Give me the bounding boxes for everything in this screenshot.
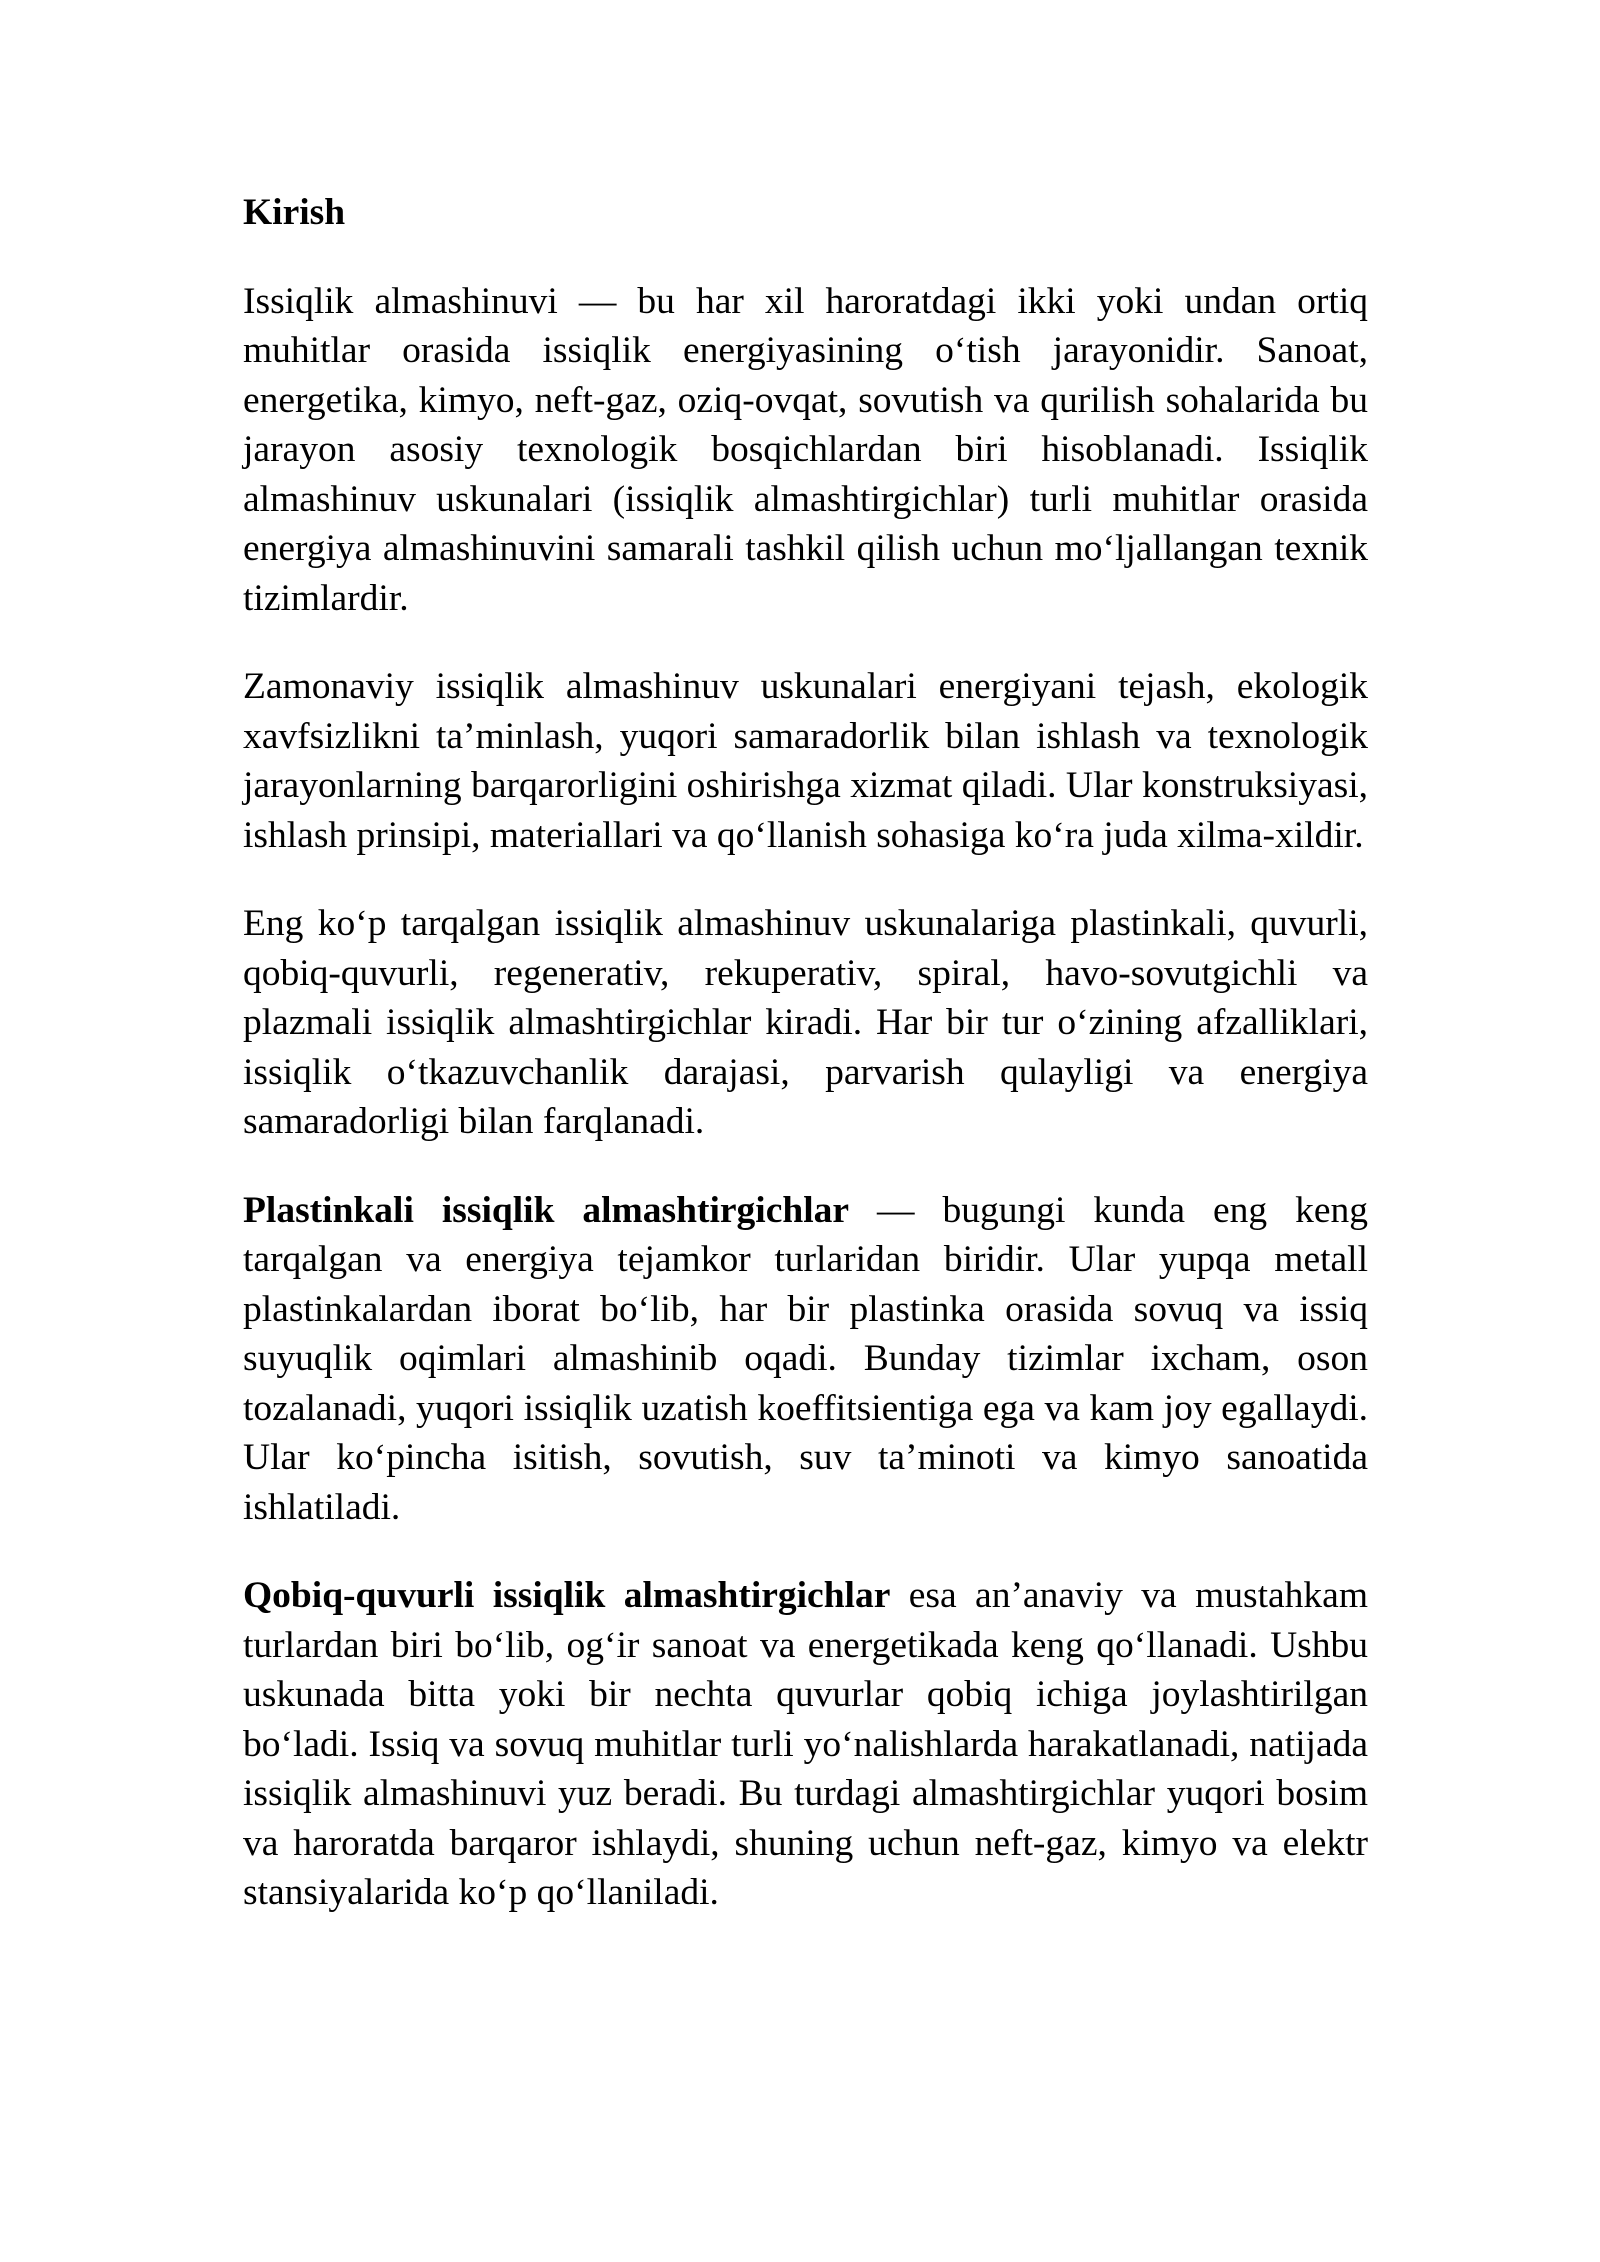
paragraph-modern-equipment: Zamonaviy issiqlik almashinuv uskunalari energiyani tejash, ekologik xavfsizlikni ta’minlash, yuqori samaradorlik bilan ishlash va texnologik jarayonlarning barqarorligini oshirishga xizmat qiladi. Ular konstruksiyasi, ishlash prinsipi, materiallari va qo‘llanish sohasiga ko‘ra juda xilma-xildir. — [243, 666, 1368, 856]
document-page — [243, 188, 1368, 1957]
paragraph-plate-exchangers — [243, 1186, 1368, 1533]
paragraph-shell-tube-exchangers — [243, 1571, 1368, 1918]
paragraph-shell-tube-exchangers-text: esa an’anaviy va mustahkam turlardan biri bo‘lib, og‘ir sanoat va energetikada keng qo‘llanadi. Ushbu uskunada bitta yoki bir nechta quvurlar qobiq ichiga joylashtirilgan bo‘ladi. Issiq va sovuq muhitlar turli yo‘nalishlarda harakatlanadi, natijada issiqlik almashinuvi yuz beradi. Bu turdagi almashtirgichlar yuqori bosim va haroratda barqaror ishlaydi, shuning uchun neft-gaz, kimyo va elektr stansiyalarida ko‘p qo‘llaniladi. — [243, 1575, 1368, 1913]
term-shell-tube-exchangers: Qobiq-quvurli issiqlik almashtirgichlar — [243, 1575, 891, 1616]
section-heading: Kirish — [243, 192, 346, 233]
paragraph-equipment-types: Eng ko‘p tarqalgan issiqlik almashinuv uskunalariga plastinkali, quvurli, qobiq-quvurli, regenerativ, rekuperativ, spiral, havo-sovutgichli va plazmali issiqlik almashtirgichlar kiradi. Har bir tur o‘zining afzalliklari, issiqlik o‘tkazuvchanlik darajasi, parvarish qulayligi va energiya samaradorligi bilan farqlanadi. — [243, 903, 1368, 1142]
paragraph-plate-exchangers-text: — bugungi kunda eng keng tarqalgan va energiya tejamkor turlaridan biridir. Ular yupqa metall plastinkalardan iborat bo‘lib, har bir plastinka orasida sovuq va issiq suyuqlik oqimlari almashinib oqadi. Bunday tizimlar ixcham, oson tozalanadi, yuqori issiqlik uzatish koeffitsientiga ega va kam joy egallaydi. Ular ko‘pincha isitish, sovutish, suv ta’minoti va kimyo sanoatida ishlatiladi. — [243, 1189, 1368, 1528]
paragraph-intro: Issiqlik almashinuvi — bu har xil haroratdagi ikki yoki undan ortiq muhitlar orasida issiqlik energiyasining o‘tish jarayonidir. Sanoat, energetika, kimyo, neft-gaz, oziq-ovqat, sovutish va qurilish sohalarida bu jarayon asosiy texnologik bosqichlardan biri hisoblanadi. Issiqlik almashinuv uskunalari (issiqlik almashtirgichlar) turli muhitlar orasida energiya almashinuvini samarali tashkil qilish uchun mo‘ljallangan texnik tizimlardir. — [243, 280, 1368, 619]
term-plate-exchangers: Plastinkali issiqlik almashtirgichlar — [243, 1189, 850, 1231]
